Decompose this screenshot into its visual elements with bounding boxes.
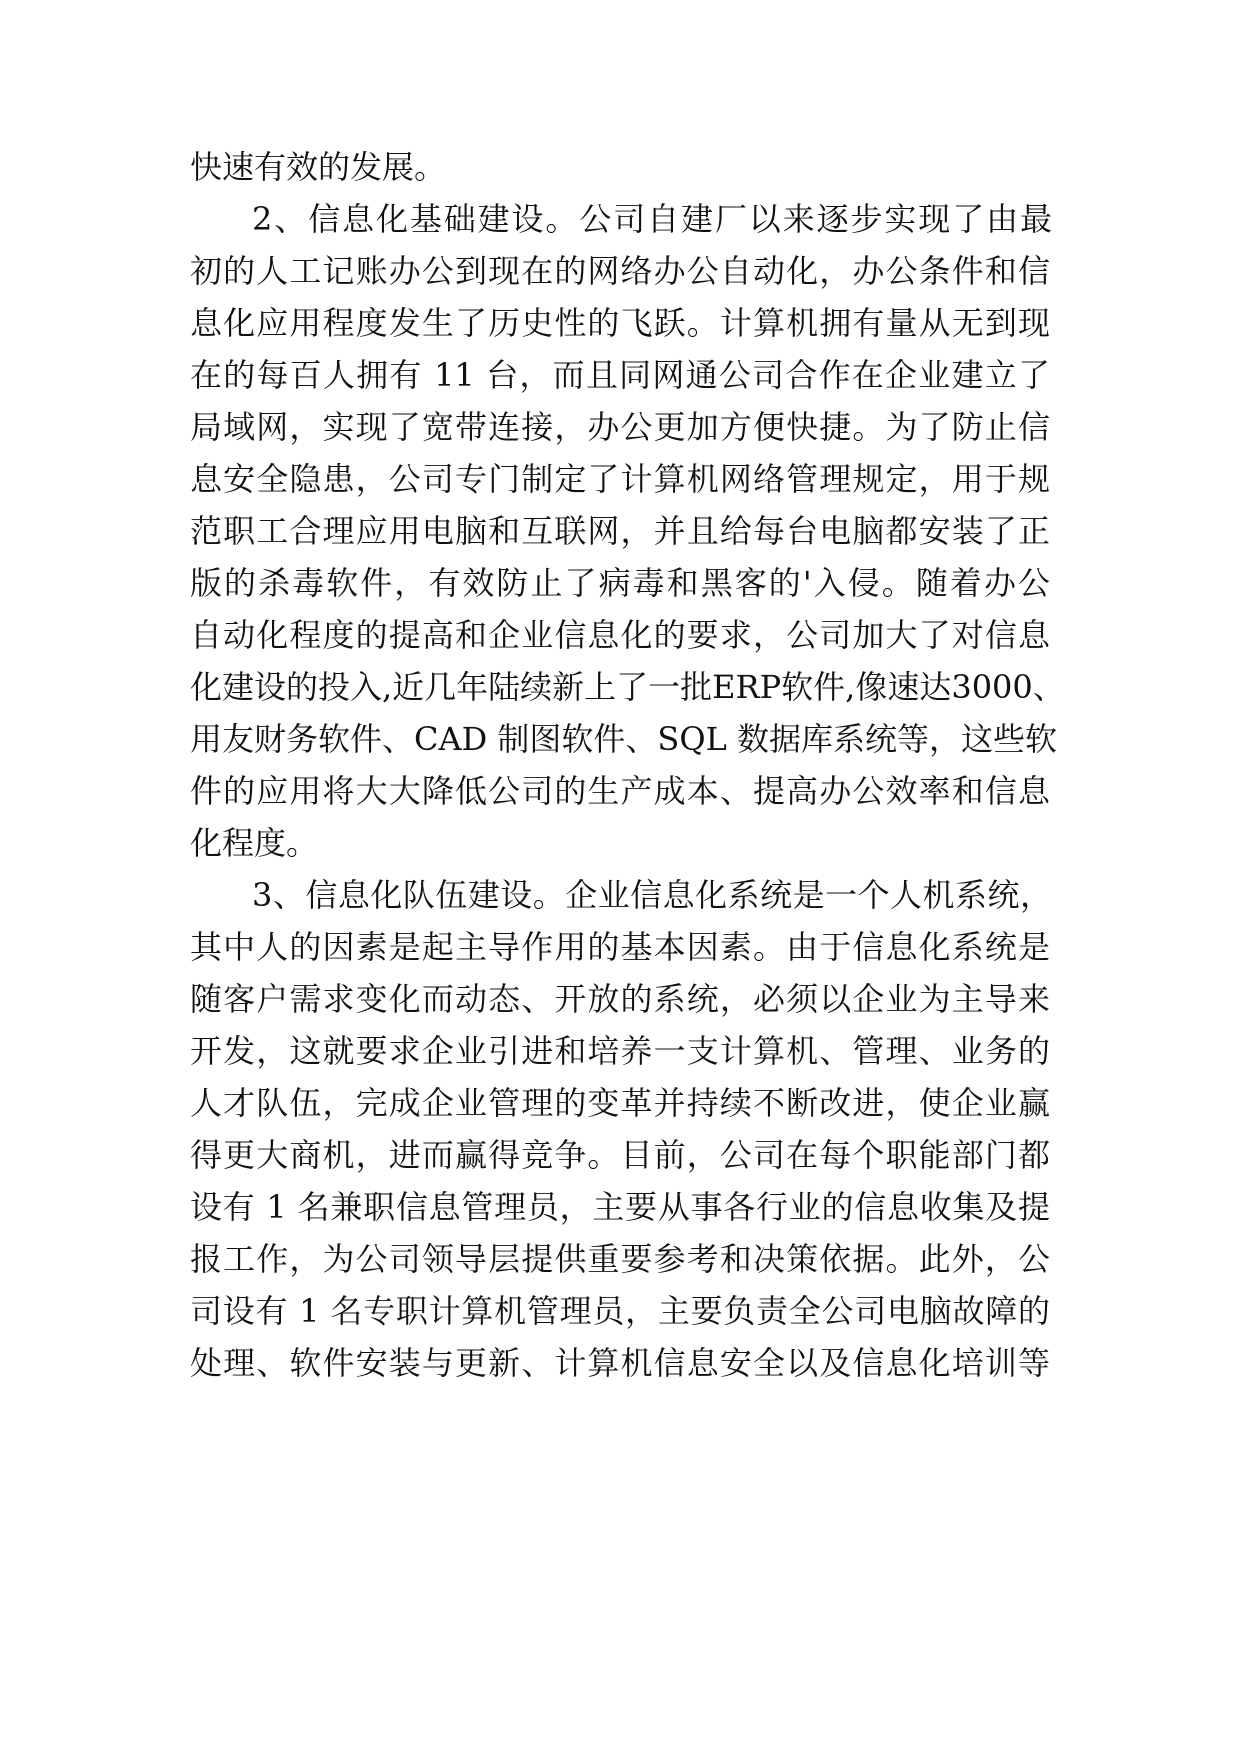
- text-line: 报工作，为公司领导层提供重要参考和决策依据。此外，公: [190, 1240, 1050, 1278]
- text-line: 2、信息化基础建设。公司自建厂以来逐步实现了由最: [252, 200, 1052, 238]
- text-line: 快速有效的发展。: [190, 148, 447, 186]
- text-line: 化建设的投入,近几年陆续新上了一批ERP软件,像速达3000、: [190, 668, 1065, 706]
- text-line: 范职工合理应用电脑和互联网，并且给每台电脑都安装了正: [190, 512, 1050, 550]
- text-line: 处理、软件安装与更新、计算机信息安全以及信息化培训等: [190, 1344, 1050, 1382]
- text-line: 息化应用程度发生了历史性的飞跃。计算机拥有量从无到现: [190, 304, 1050, 342]
- text-line: 其中人的因素是起主导作用的基本因素。由于信息化系统是: [190, 928, 1050, 966]
- text-line: 3、信息化队伍建设。企业信息化系统是一个人机系统，: [252, 876, 1052, 914]
- text-line: 用友财务软件、CAD 制图软件、SQL 数据库系统等，这些软: [190, 720, 1058, 758]
- text-line: 息安全隐患，公司专门制定了计算机网络管理规定，用于规: [190, 460, 1050, 498]
- text-line: 随客户需求变化而动态、开放的系统，必须以企业为主导来: [190, 980, 1050, 1018]
- text-line: 开发，这就要求企业引进和培养一支计算机、管理、业务的: [190, 1032, 1050, 1070]
- text-line: 人才队伍，完成企业管理的变革并持续不断改进，使企业赢: [190, 1084, 1050, 1122]
- text-line: 版的杀毒软件，有效防止了病毒和黑客的'入侵。随着办公: [190, 564, 1050, 602]
- text-line: 在的每百人拥有 11 台，而且同网通公司合作在企业建立了: [190, 356, 1050, 394]
- text-line: 化程度。: [190, 824, 319, 862]
- text-line: 自动化程度的提高和企业信息化的要求，公司加大了对信息: [190, 616, 1050, 654]
- text-line: 设有 1 名兼职信息管理员，主要从事各行业的信息收集及提: [190, 1188, 1050, 1226]
- text-line: 局域网，实现了宽带连接，办公更加方便快捷。为了防止信: [190, 408, 1050, 446]
- text-line: 初的人工记账办公到现在的网络办公自动化，办公条件和信: [190, 252, 1050, 290]
- text-line: 得更大商机，进而赢得竞争。目前，公司在每个职能部门都: [190, 1136, 1050, 1174]
- text-line: 件的应用将大大降低公司的生产成本、提高办公效率和信息: [190, 772, 1050, 810]
- text-line: 司设有 1 名专职计算机管理员，主要负责全公司电脑故障的: [190, 1292, 1050, 1330]
